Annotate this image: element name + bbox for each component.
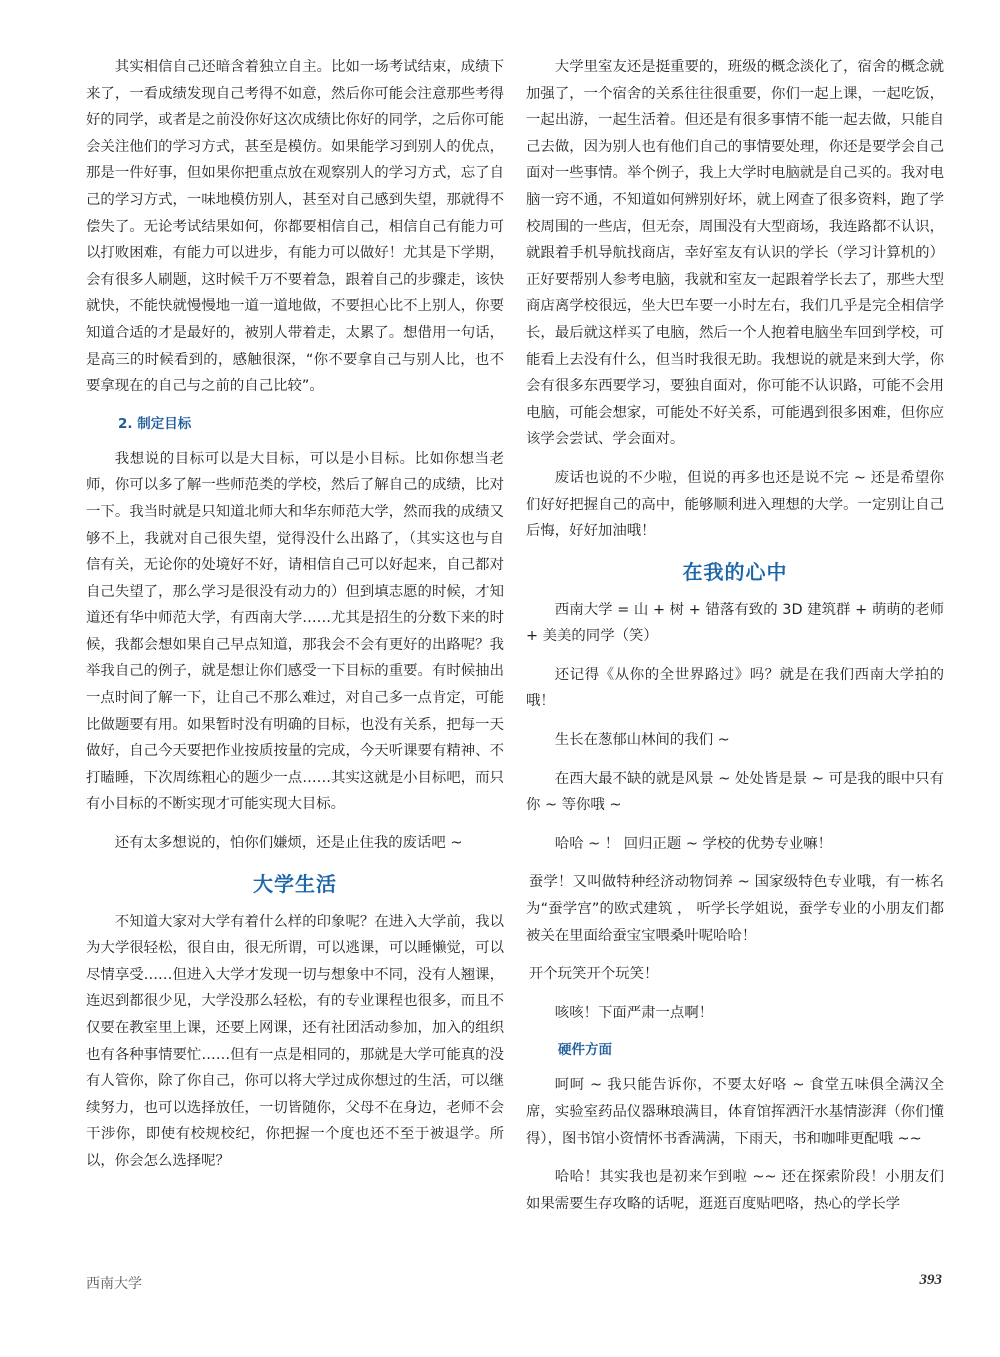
paragraph: 哈哈 ~ ！ 回归正题 ~ 学校的优势专业嘛！ [554, 835, 833, 852]
paragraph: 西南大学 = 山 + 树 + 错落有致的 3D 建筑群 + 萌萌的老师 + 美美的同学（笑） [526, 601, 944, 645]
paragraph: 生长在葱郁山林间的我们 ~ [554, 732, 730, 749]
paragraph: 哈哈！其实我也是初来乍到啦 ~~ 还在探索阶段！小朋友们如果需要生存攻略的话呢，逛逛百度贴吧咯，热心的学长学 [526, 1169, 944, 1212]
paragraph: 大学里室友还是挺重要的，班级的概念淡化了，宿舍的概念就加强了，一个宿舍的关系往往很重要，你们一起上课，一起吃饭，一起出游，一起生活着。但还是有很多事情不能一起去做，只能自己去做，因为别人也有他们自己的事情要处理，你还是要学会自己面对一些事情。举个例子，我上大学时电脑就是自己买的。我对电脑一窍不通，不知道如何辨别好坏，就上网查了很多资料，跑了学校周围的一些店，但无奈，周围没有大型商场，我连路都不认识，就跟着手机导航找商店，幸好室友有认识的学长（学习计算机的）正好要帮别人参考电脑，我就和室友一起跟着学长去了，那些大型商店离学校很远，坐大巴车要一小时左右，我们几乎是完全相信学长，最后就这样买了电脑，然后一个人抱着电脑坐车回到学校，可能看上去没有什么，但当时我很无助。我想说的就是来到大学，你会有很多东西要学习，要独自面对，你可能不认识路，可能不会用电脑，可能会想家，可能处不好关系，可能遇到很多困难，但你应该学会尝试、学会面对。 [526, 59, 944, 448]
paragraph: 不知道大家对大学有着什么样的印象呢？在进入大学前，我以为大学很轻松，很自由，很无所谓，可以逃课，可以睡懒觉，可以尽情享受……但进入大学才发现一切与想象中不同，没有人翘课，连迟到都很少见，大学没那么轻松，有的专业课程也很多，而且不仅要在教室里上课，还要上网课，还有社团活动参加，加入的组织也有各种事情要忙……但有一点是相同的，那就是大学可能真的没有人管你，除了你自己，你可以将大学过成你想过的生活，可以继续努力，也可以选择放任，一切皆随你，父母不在身边，老师不会干涉你，即使有校规校纪，你把握一个度也还不至于被退学。所以，你会怎么选择呢？ [86, 913, 504, 1169]
footer-school-name: 西南大学 [86, 1276, 142, 1292]
section-heading-college-life: 大学生活 [253, 871, 337, 896]
left-column [86, 54, 504, 1187]
paragraph: 蚕学！又叫做特种经济动物饲养 ~ 国家级特色专业哦，有一栋名为“蚕学宫”的欧式建筑 ， 听学长学姐说，蚕学专业的小朋友们都被关在里面给蚕宝宝喂桑叶呢哈哈！ [526, 874, 944, 944]
paragraph: 废话也说的不少啦，但说的再多也还是说不完 ~ 还是希望你们好好把握自己的高中，能够顺利进入理想的大学。一定别让自己后悔，好好加油哦！ [526, 469, 944, 540]
subheading-hardware: 硬件方面 [558, 1042, 612, 1059]
subheading-goal: 2. 制定目标 [118, 415, 192, 432]
page-number: 393 [919, 1272, 942, 1288]
section-heading-in-my-heart: 在我的心中 [682, 559, 788, 584]
paragraph: 还有太多想说的，怕你们嫌烦，还是止住我的废话吧 ~ [114, 835, 463, 852]
paragraph: 呵呵 ~ 我只能告诉你，不要太好咯 ~ 食堂五味俱全满汉全席，实验室药品仪器琳琅满目，体育馆挥洒汗水基情澎湃（你们懂得），图书馆小资情怀书香满满，下雨天，书和咖啡更配哦 ~~ [526, 1077, 944, 1147]
paragraph: 我想说的目标可以是大目标，可以是小目标。比如你想当老师，你可以多了解一些师范类的学校，然后了解自己的成绩，比对一下。我当时就是只知道北师大和华东师范大学，然而我的成绩又够不上，我就对自己很失望，觉得没什么出路了，（其实这也与自信有关，无论你的处境好不好，请相信自己可以好起来，自己都对自己失望了，那么学习是很没有动力的）但到填志愿的时候，才知道还有华中师范大学，有西南大学……尤其是招生的分数下来的时候，我都会想如果自己早点知道，那我会不会有更好的出路呢？我举我自己的例子，就是想让你们感受一下目标的重要。有时候抽出一点时间了解一下，让自己不那么难过，对自己多一点肯定，可能比做题要有用。如果暂时没有明确的目标，也没有关系，把每一天做好，自己今天要把作业按质按量的完成，今天听课要有精神、不打瞌睡，下次周练粗心的题少一点……其实这就是小目标吧，而只有小目标的不断实现才可能实现大目标。 [86, 450, 504, 813]
right-column [526, 54, 944, 1229]
paragraph: 还记得《从你的全世界路过》吗？就是在我们西南大学拍的哦！ [526, 666, 944, 710]
paragraph: 其实相信自己还暗含着独立自主。比如一场考试结束，成绩下来了，一看成绩发现自己考得不如意，然后你可能会注意那些考得好的同学，或者是之前没你好这次成绩比你好的同学，之后你可能会关注他们的学习方式，甚至是模仿。如果能学习到别人的优点，那是一件好事，但如果你把重点放在观察别人的学习方式，忘了自己的学习方式，一味地模仿别人，甚至对自己感到失望，那就得不偿失了。无论考试结果如何，你都要相信自己，相信自己有能力可以打败困难，有能力可以进步，有能力可以做好！尤其是下学期，会有很多人刷题，这时候千万不要着急，跟着自己的步骤走，该快就快，不能快就慢慢地一道一道地做，不要担心比不上别人，你要知道合适的才是最好的，被别人带着走，太累了。想借用一句话，是高三的时候看到的，感触很深，“你不要拿自己与别人比，也不要拿现在的自己与之前的自己比较”。 [86, 59, 504, 395]
paragraph: 开个玩笑开个玩笑！ [528, 966, 659, 983]
paragraph: 咳咳！下面严肃一点啊！ [554, 1004, 714, 1021]
paragraph: 在西大最不缺的就是风景 ~ 处处皆是景 ~ 可是我的眼中只有你 ~ 等你哦 ~ [526, 770, 944, 814]
